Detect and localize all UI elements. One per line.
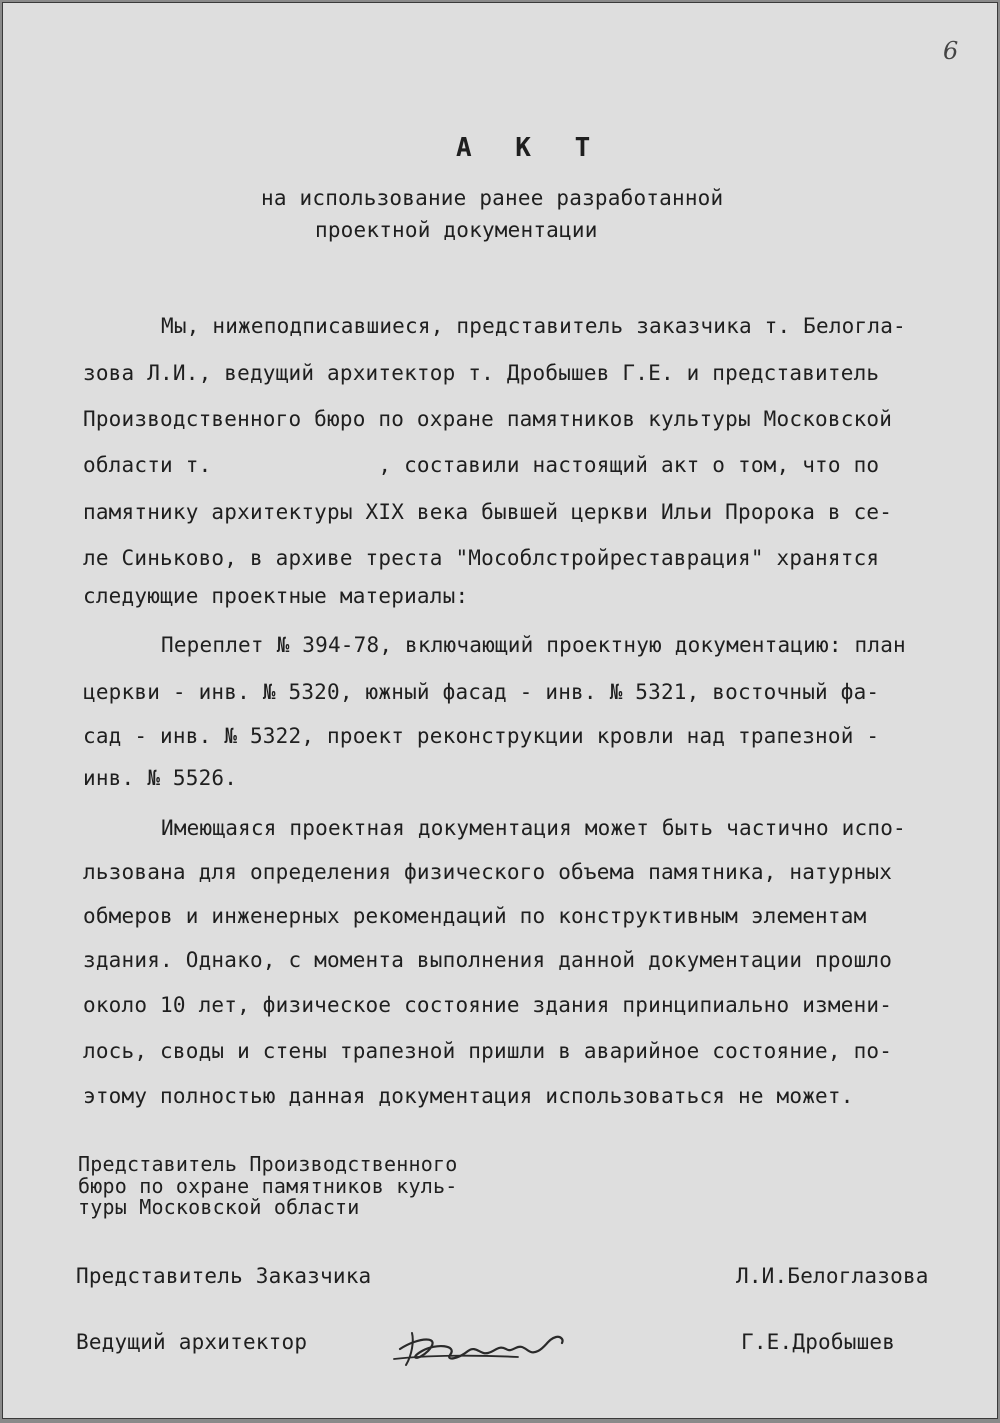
page-number: 6 — [943, 37, 959, 65]
body-line: Мы, нижеподписавшиеся, представитель заказчика т. Белогла- — [161, 314, 906, 338]
body-line: ле Синьково, в архиве треста "Мособлстройреставрация" хранятся — [83, 546, 880, 570]
body-line: Производственного бюро по охране памятников культуры Московской — [83, 407, 893, 431]
customer-rep-label: Представитель Заказчика — [76, 1264, 372, 1288]
body-line: обмеров и инженерных рекомендаций по конструктивным элементам — [83, 904, 867, 928]
body-line: этому полностью данная документация использоваться не может. — [83, 1084, 854, 1108]
body-line: следующие проектные материалы: — [83, 584, 469, 608]
bureau-rep-line: Представитель Производственного — [78, 1152, 458, 1176]
body-line: здания. Однако, с момента выполнения данной документации прошло — [83, 948, 893, 972]
body-line: инв. № 5526. — [83, 766, 238, 790]
body-line: памятнику архитектуры XIX века бывшей церкви Ильи Пророка в се- — [83, 500, 893, 524]
body-line: Имеющаяся проектная документация может быть частично испо- — [161, 816, 906, 840]
body-line: сад - инв. № 5322, проект реконструкции кровли над трапезной - — [83, 724, 880, 748]
body-line: лось, своды и стены трапезной пришли в аварийное состояние, по- — [83, 1039, 893, 1063]
body-line: около 10 лет, физическое состояние здания принципиально измени- — [83, 993, 893, 1017]
body-line: зова Л.И., ведущий архитектор т. Дробышев Г.Е. и представитель — [83, 361, 880, 385]
bureau-rep-line: бюро по охране памятников куль- — [78, 1174, 458, 1198]
bureau-rep-line: туры Московской области — [78, 1195, 360, 1219]
document-subtitle-line-2: проектной документации — [315, 218, 598, 242]
architect-name: Г.Е.Дробышев — [741, 1330, 896, 1354]
customer-rep-name: Л.И.Белоглазова — [736, 1264, 929, 1288]
handwritten-signature — [388, 1315, 578, 1375]
body-line: Переплет № 394-78, включающий проектную документацию: план — [161, 633, 906, 657]
document-title: А К Т — [456, 133, 605, 163]
body-line: льзована для определения физического объема памятника, натурных — [83, 860, 893, 884]
document-page — [2, 2, 998, 1419]
body-line: области т. , составили настоящий акт о том, что по — [83, 453, 880, 477]
architect-label: Ведущий архитектор — [76, 1330, 308, 1354]
document-subtitle-line-1: на использование ранее разработанной — [261, 186, 724, 210]
body-line: церкви - инв. № 5320, южный фасад - инв. № 5321, восточный фа- — [83, 680, 880, 704]
